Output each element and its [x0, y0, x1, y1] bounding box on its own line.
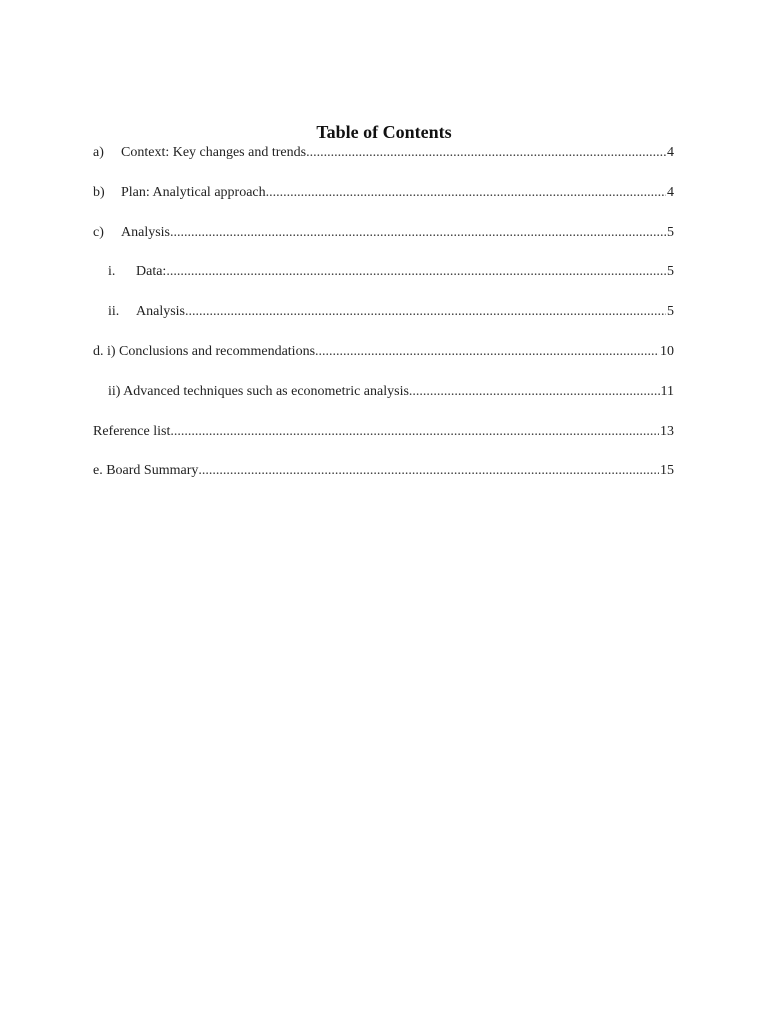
toc-entry-title: Context: Key changes and trends [121, 145, 307, 160]
dot-leader [185, 302, 666, 322]
dot-leader [266, 183, 666, 203]
toc-entry-title: e. Board Summary [93, 463, 199, 479]
toc-entry-page: 5 [667, 224, 674, 240]
toc-entry-title: Reference list [93, 423, 171, 439]
dot-leader [170, 223, 666, 243]
toc-entry-plan[interactable] [93, 183, 674, 223]
toc-entry-number: i. [108, 264, 116, 280]
dot-leader [315, 342, 659, 362]
toc-entry-number: ii. [108, 304, 120, 320]
toc-entry-number: a) [93, 145, 104, 160]
toc-entry-title: Plan: Analytical approach [121, 184, 266, 200]
toc-entry-number: c) [93, 224, 104, 240]
toc-entry-title: ii) Advanced techniques such as econometric analysis [108, 383, 409, 399]
toc-entry-page: 11 [660, 383, 674, 399]
toc-list [93, 143, 674, 501]
toc-entry-page: 5 [667, 264, 674, 280]
toc-entry-conclusions[interactable] [93, 342, 674, 382]
dot-leader [166, 262, 666, 282]
dot-leader [306, 143, 666, 163]
toc-entry-advanced-techniques[interactable] [93, 382, 674, 422]
toc-entry-page: 5 [667, 304, 674, 320]
toc-entry-analysis[interactable] [93, 223, 674, 263]
toc-entry-page: 10 [660, 343, 674, 359]
toc-entry-board-summary[interactable] [93, 461, 674, 501]
page-title: Table of Contents [316, 122, 452, 142]
toc-entry-page: 15 [660, 463, 674, 479]
dot-leader [198, 461, 659, 481]
toc-entry-data[interactable] [93, 262, 674, 302]
toc-entry-reference-list[interactable] [93, 422, 674, 462]
toc-entry-title: d. i) Conclusions and recommendations [93, 343, 316, 359]
toc-entry-page: 4 [667, 145, 674, 160]
dot-leader [409, 382, 660, 402]
toc-entry-page: 13 [660, 423, 674, 439]
toc-entry-number: b) [93, 184, 105, 200]
dot-leader [170, 422, 659, 442]
toc-entry-analysis-sub[interactable] [93, 302, 674, 342]
toc-entry-title: Data: [136, 264, 167, 280]
toc-entry-title: Analysis [121, 224, 170, 240]
toc-entry-title: Analysis [136, 304, 185, 320]
toc-entry-context[interactable] [93, 143, 674, 183]
toc-entry-page: 4 [667, 184, 674, 200]
